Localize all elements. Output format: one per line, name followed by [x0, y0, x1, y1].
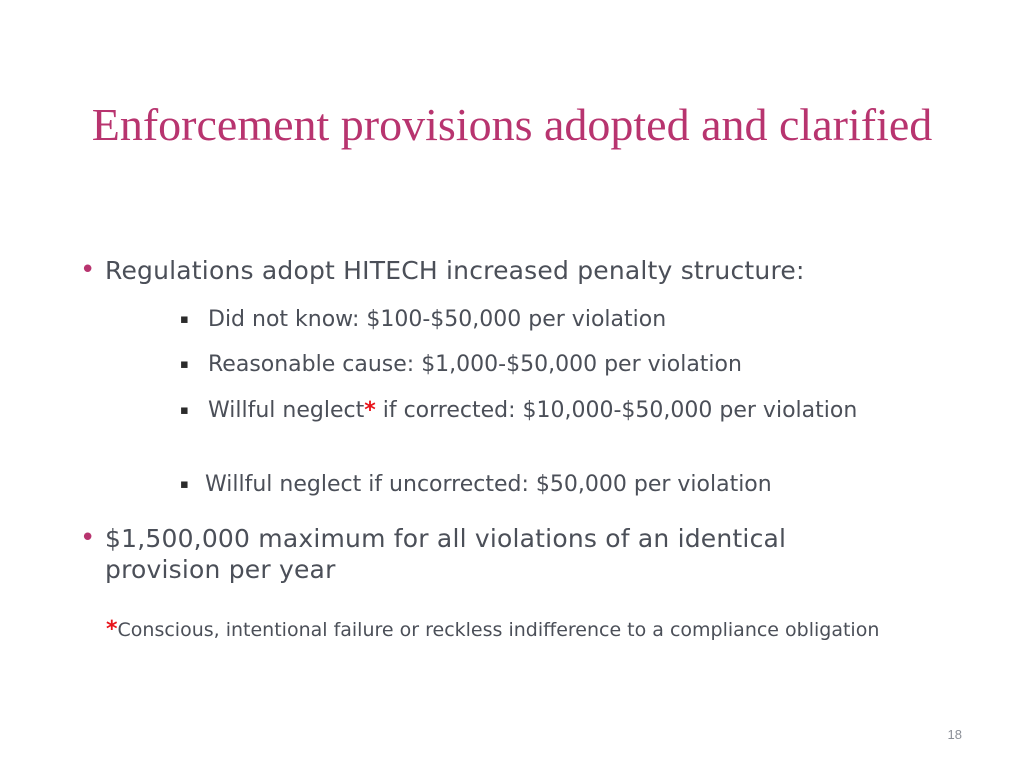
bullet-maximum-penalty	[80, 523, 900, 585]
sub-bullet-willful-neglect-corrected	[180, 396, 880, 425]
square-bullet-icon: ▪	[180, 312, 189, 327]
round-bullet-icon: •	[80, 255, 96, 285]
footnote-asterisk: *	[106, 617, 118, 642]
corrected-penalty-text: if corrected: $10,000-$50,000 per violation	[375, 398, 858, 423]
asterisk-marker: *	[364, 398, 376, 423]
footnote	[106, 615, 926, 645]
bullet-penalty-structure	[80, 255, 940, 286]
square-bullet-icon: ▪	[180, 477, 189, 492]
sub-bullet-willful-neglect-uncorrected	[180, 470, 900, 499]
sub-bullet-text	[208, 396, 880, 425]
sub-bullet-text: Did not know: $100-$50,000 per violation	[208, 307, 667, 332]
sub-bullet-text: Reasonable cause: $1,000-$50,000 per violation	[208, 352, 742, 377]
footnote-text: Conscious, intentional failure or reckless indifference to a compliance obligation	[117, 619, 880, 641]
slide-title: Enforcement provisions adopted and clarified	[91, 99, 933, 150]
bullet-text: $1,500,000 maximum for all violations of an identical provision per year	[105, 524, 787, 584]
bullet-text: Regulations adopt HITECH increased penalty structure:	[105, 256, 805, 285]
sub-bullet-text: Willful neglect if uncorrected: $50,000 per violation	[205, 472, 772, 497]
sub-bullet-reasonable-cause	[180, 350, 900, 379]
round-bullet-icon: •	[80, 523, 96, 553]
page-number: 18	[947, 727, 962, 742]
willful-neglect-label: Willful neglect	[208, 398, 365, 423]
sub-bullet-did-not-know	[180, 305, 900, 334]
square-bullet-icon: ▪	[180, 357, 189, 372]
square-bullet-icon: ▪	[180, 403, 189, 418]
